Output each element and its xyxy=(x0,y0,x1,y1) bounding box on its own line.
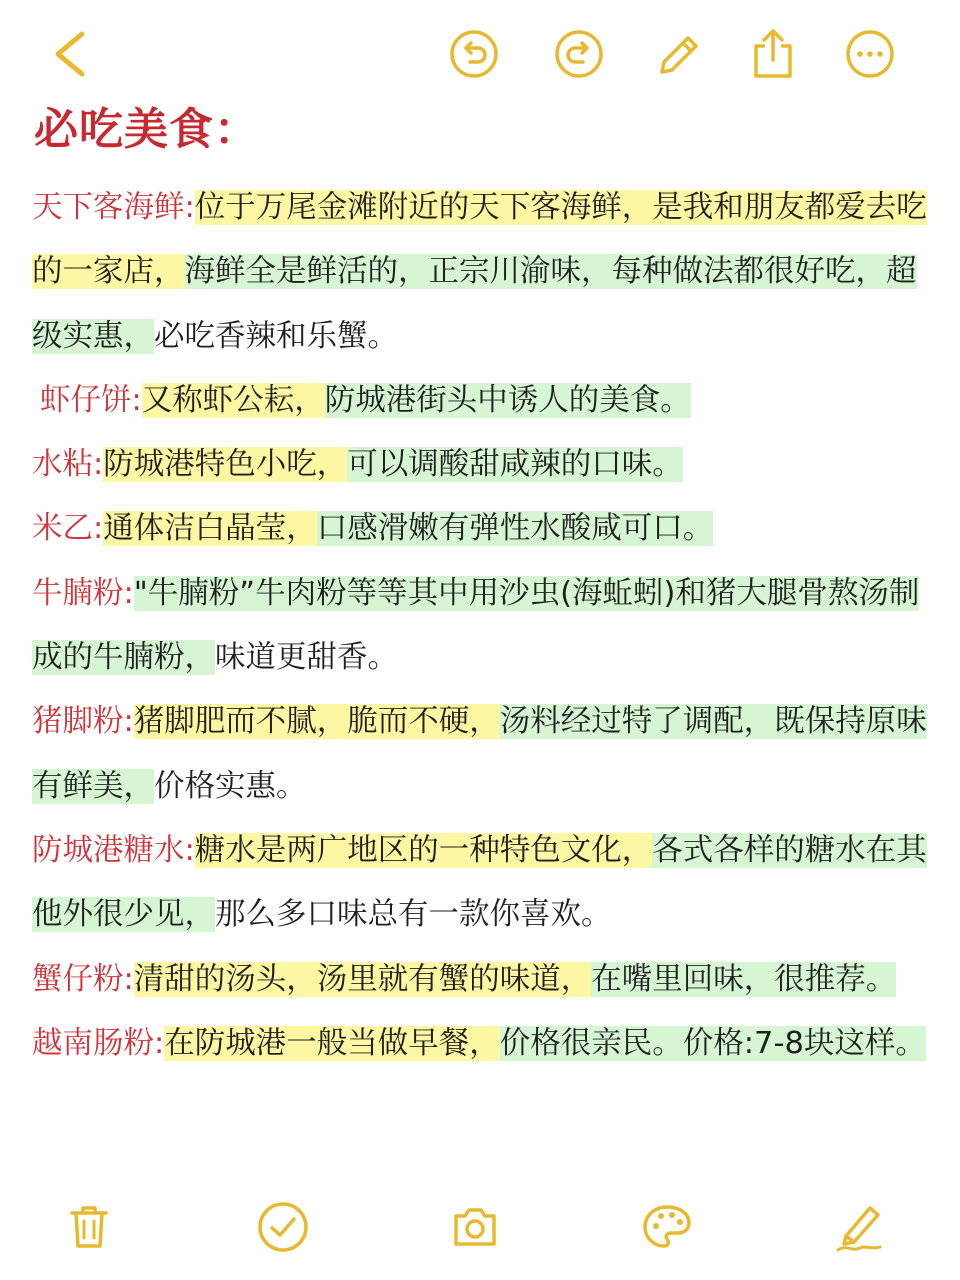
list-item xyxy=(32,690,932,819)
pencil-icon[interactable] xyxy=(652,28,704,80)
note-body[interactable] xyxy=(32,176,932,1076)
highlight-yellow: 通体洁白晶莹， xyxy=(103,511,317,547)
plain-text: 那么多口味总有一款你喜欢。 xyxy=(215,897,612,933)
bottom-toolbar xyxy=(0,1186,960,1276)
list-item xyxy=(32,562,932,691)
highlight-green: 在嘴里回味，很推荐。 xyxy=(591,961,897,997)
highlight-yellow: 在防城港一般当做早餐， xyxy=(164,1025,500,1061)
highlight-green: 口感滑嫩有弹性水酸咸可口。 xyxy=(316,511,714,547)
checkmark-icon[interactable] xyxy=(256,1200,310,1254)
food-name: 猪脚粉: xyxy=(32,704,134,740)
highlight-green: 价格很亲民。价格:7-8块这样。 xyxy=(499,1025,926,1061)
food-name: 防城港糖水: xyxy=(32,832,195,868)
share-icon[interactable] xyxy=(748,26,798,80)
handwriting-icon[interactable] xyxy=(832,1200,886,1254)
list-item xyxy=(32,369,932,433)
highlight-green: 汤料经过特了调配，既保持原味有鲜美， xyxy=(32,704,927,804)
highlight-yellow: 糖水是两广地区的一种特色文化， xyxy=(194,832,653,868)
highlight-yellow: 猪脚肥而不腻，脆而不硬， xyxy=(133,704,500,740)
food-name: 米乙: xyxy=(32,511,104,547)
back-icon[interactable] xyxy=(44,28,94,80)
highlight-green: 各式各样的糖水在其他外很少见， xyxy=(32,832,927,933)
list-item xyxy=(32,433,932,497)
food-name: 牛腩粉: xyxy=(32,575,134,611)
plain-text: 价格实惠。 xyxy=(154,768,307,804)
highlight-green: 可以调酸甜咸辣的口味。 xyxy=(347,447,683,483)
list-item xyxy=(32,948,932,1012)
highlight-green: 防城港街头中诱人的美食。 xyxy=(324,382,691,418)
trash-icon[interactable] xyxy=(66,1204,112,1250)
top-toolbar xyxy=(0,0,960,110)
redo-icon[interactable] xyxy=(553,28,605,80)
highlight-yellow: 防城港特色小吃， xyxy=(103,447,348,483)
food-name: 越南肠粉: xyxy=(32,1025,165,1061)
more-icon[interactable] xyxy=(844,28,896,80)
list-item xyxy=(32,176,932,369)
list-item xyxy=(32,1012,932,1076)
highlight-yellow: 清甜的汤头，汤里就有蟹的味道， xyxy=(133,961,592,997)
highlight-yellow: 又称虾公耘， xyxy=(141,382,325,418)
plain-text: 味道更甜香。 xyxy=(215,640,398,676)
food-name: 虾仔饼: xyxy=(40,382,142,418)
highlight-green: 海鲜全是鲜活的，正宗川渝味，每种做法都很好吃，超级实惠， xyxy=(32,254,917,354)
food-name: 天下客海鲜: xyxy=(32,190,195,225)
palette-icon[interactable] xyxy=(640,1202,694,1252)
undo-icon[interactable] xyxy=(448,28,500,80)
highlight-green: "牛腩粉”牛肉粉等等其中用沙虫(海蚯蚓)和猪大腿骨熬汤制成的牛腩粉， xyxy=(32,575,920,676)
food-name: 蟹仔粉: xyxy=(32,961,134,997)
camera-icon[interactable] xyxy=(450,1204,500,1250)
list-item xyxy=(32,819,932,948)
plain-text: 必吃香辣和乐蟹。 xyxy=(154,318,398,354)
highlight-yellow: 位于万尾金滩附近的天下客海鲜，是我和朋友都爱去吃的一家店， xyxy=(32,190,927,290)
list-item xyxy=(32,497,932,561)
note-title: 必吃美食： xyxy=(34,104,259,155)
food-name: 水粘: xyxy=(32,447,104,483)
